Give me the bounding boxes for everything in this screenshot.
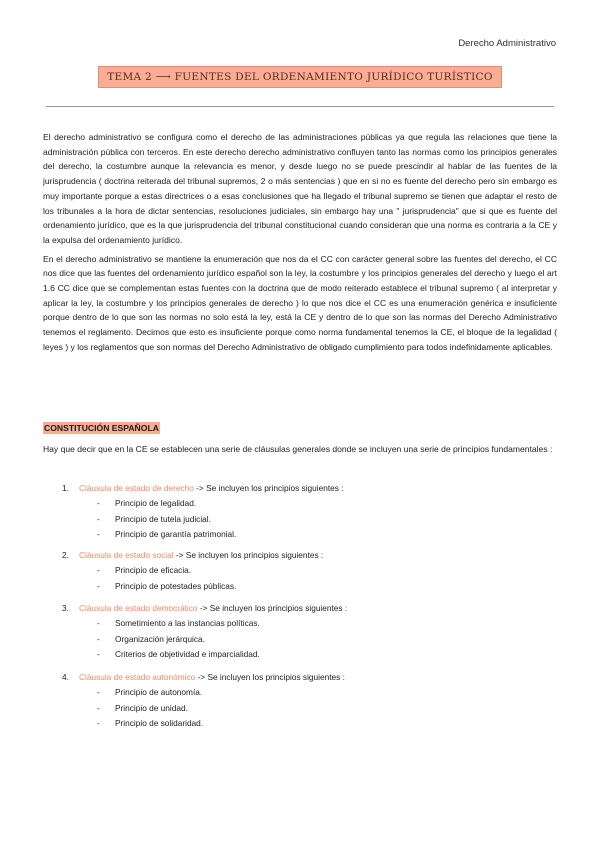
clause-heading	[62, 601, 542, 616]
clause-name: Cláusula de estado de derecho	[79, 483, 194, 493]
clause-heading	[62, 670, 542, 685]
principle-item: - Principio de tutela judicial.	[97, 512, 542, 528]
principle-item: - Principio de unidad.	[97, 701, 542, 717]
clause-description: -> Se incluyen los principios siguientes :	[195, 672, 345, 682]
principle-item: - Principio de potestades públicas.	[97, 579, 542, 595]
body-text	[43, 130, 557, 359]
bullet: -	[97, 529, 100, 539]
clause-number: 4.	[62, 672, 69, 682]
title-container	[0, 66, 600, 88]
paragraph: El derecho administrativo se configura como el derecho de las administraciones públicas ya que regula las relaciones que tiene la administración pública con terceros. En este derecho derecho administrativo confluyen tanto las normas como los principios generales del derecho, la costumbre aunque la relevancia es menor, y desde luego no se puede prescindir al hablar de las fuentes de la jurisprudencia ( doctrina reiterada del tribunal supremos, 2 o más sentencias ) que en si no es fuente del derecho pero sin embargo es muy importante porque a estas directrices o a esas conclusiones que ha llegado el tribunal supremo se tienen que adaptar el resto de los tribunales a la hora de dictar sentencias, resoluciones judiciales, sin embargo hay una " jurisprudencia" que si que es fuente del ordenamiento jurídico, que es la que jurisprudencia del tribunal constitucional cuando consideran que una norma es contraria a la CE y la expulsa del ordenamiento jurídico.	[43, 132, 557, 245]
bullet: -	[97, 649, 100, 659]
principle-item: - Principio de garantía patrimonial.	[97, 527, 542, 543]
principle-list	[62, 563, 542, 594]
paragraph: En el derecho administrativo se mantiene la enumeración que nos da el CC con carácter general sobre las fuentes del derecho, el CC nos dice que las fuentes del ordenamiento jurídico español son la ley, la costumbre y los principios generales del derecho y luego el art 1.6 CC dice que se complementan estas fuentes con la doctrina que de modo reiterado establece el tribunal supremo ( al interpretar y aplicar la ley, la costumbre y los principios generales de derecho ) lo que nos dice el CC es una enumeración genérica e insuficiente porque dentro de lo que son las normas no solo está la ley, está la CE y dentro de lo que son las normas del Derecho Administrativo tenemos el reglamento. Decimos que esto es insuficiente porque como norma fundamental tenemos la CE, el bloque de la legalidad ( leyes ) y los reglamentos que son normas del Derecho Administrativo de obligado cumplimiento para todos indefinidamente aplicables.	[43, 253, 557, 352]
clause-list-item	[62, 548, 542, 594]
principle-item: - Principio de autonomía.	[97, 685, 542, 701]
principle-item: - Principio de eficacia.	[97, 563, 542, 579]
section-heading: CONSTITUCIÓN ESPAÑOLA	[44, 423, 159, 433]
clause-heading	[62, 548, 542, 563]
bullet: -	[97, 498, 100, 508]
bullet: -	[97, 565, 100, 575]
clause-list-item	[62, 481, 542, 543]
clause-description: -> Se incluyen los principios siguientes :	[197, 603, 348, 613]
principle-list	[62, 616, 542, 663]
clause-name: Cláusula de estado autonómico	[79, 672, 196, 682]
clause-heading	[62, 481, 542, 496]
bullet: -	[97, 580, 100, 591]
principle-item: - Sometimiento a las instancias políticas.	[97, 616, 542, 632]
bullet: -	[97, 718, 100, 728]
principle-item: - Principio de legalidad.	[97, 496, 542, 512]
title-divider	[46, 106, 554, 107]
document-header: Derecho Administrativo	[458, 38, 556, 49]
bullet: -	[97, 618, 100, 628]
clause-number: 3.	[62, 603, 69, 613]
section-intro: Hay que decir que en la CE se establecen una serie de cláusulas generales donde se incluyen una serie de principios fundamentales :	[43, 444, 553, 454]
clause-name: Cláusula de estado social	[79, 550, 174, 560]
principle-item: - Organización jerárquica.	[97, 632, 542, 648]
clause-number: 1.	[62, 483, 69, 493]
clause-description: -> Se incluyen los principios siguientes :	[173, 550, 324, 560]
clause-name: Cláusula de estado democrático	[79, 603, 198, 613]
principle-item: - Principio de solidaridad.	[97, 716, 542, 732]
clause-number: 2.	[62, 550, 69, 560]
principle-list	[62, 685, 542, 732]
bullet: -	[97, 633, 100, 644]
page-title: TEMA 2 ⟶ FUENTES DEL ORDENAMIENTO JURÍDICO TURÍSTICO	[98, 66, 502, 88]
bullet: -	[97, 513, 100, 524]
clause-list-item	[62, 670, 542, 732]
principle-item: - Criterios de objetividad e imparcialidad.	[97, 647, 542, 663]
clause-description: -> Se incluyen los principios siguientes :	[193, 483, 344, 493]
clause-list-item	[62, 601, 542, 663]
bullet: -	[97, 702, 100, 713]
bullet: -	[97, 687, 100, 697]
principle-list	[62, 496, 542, 543]
